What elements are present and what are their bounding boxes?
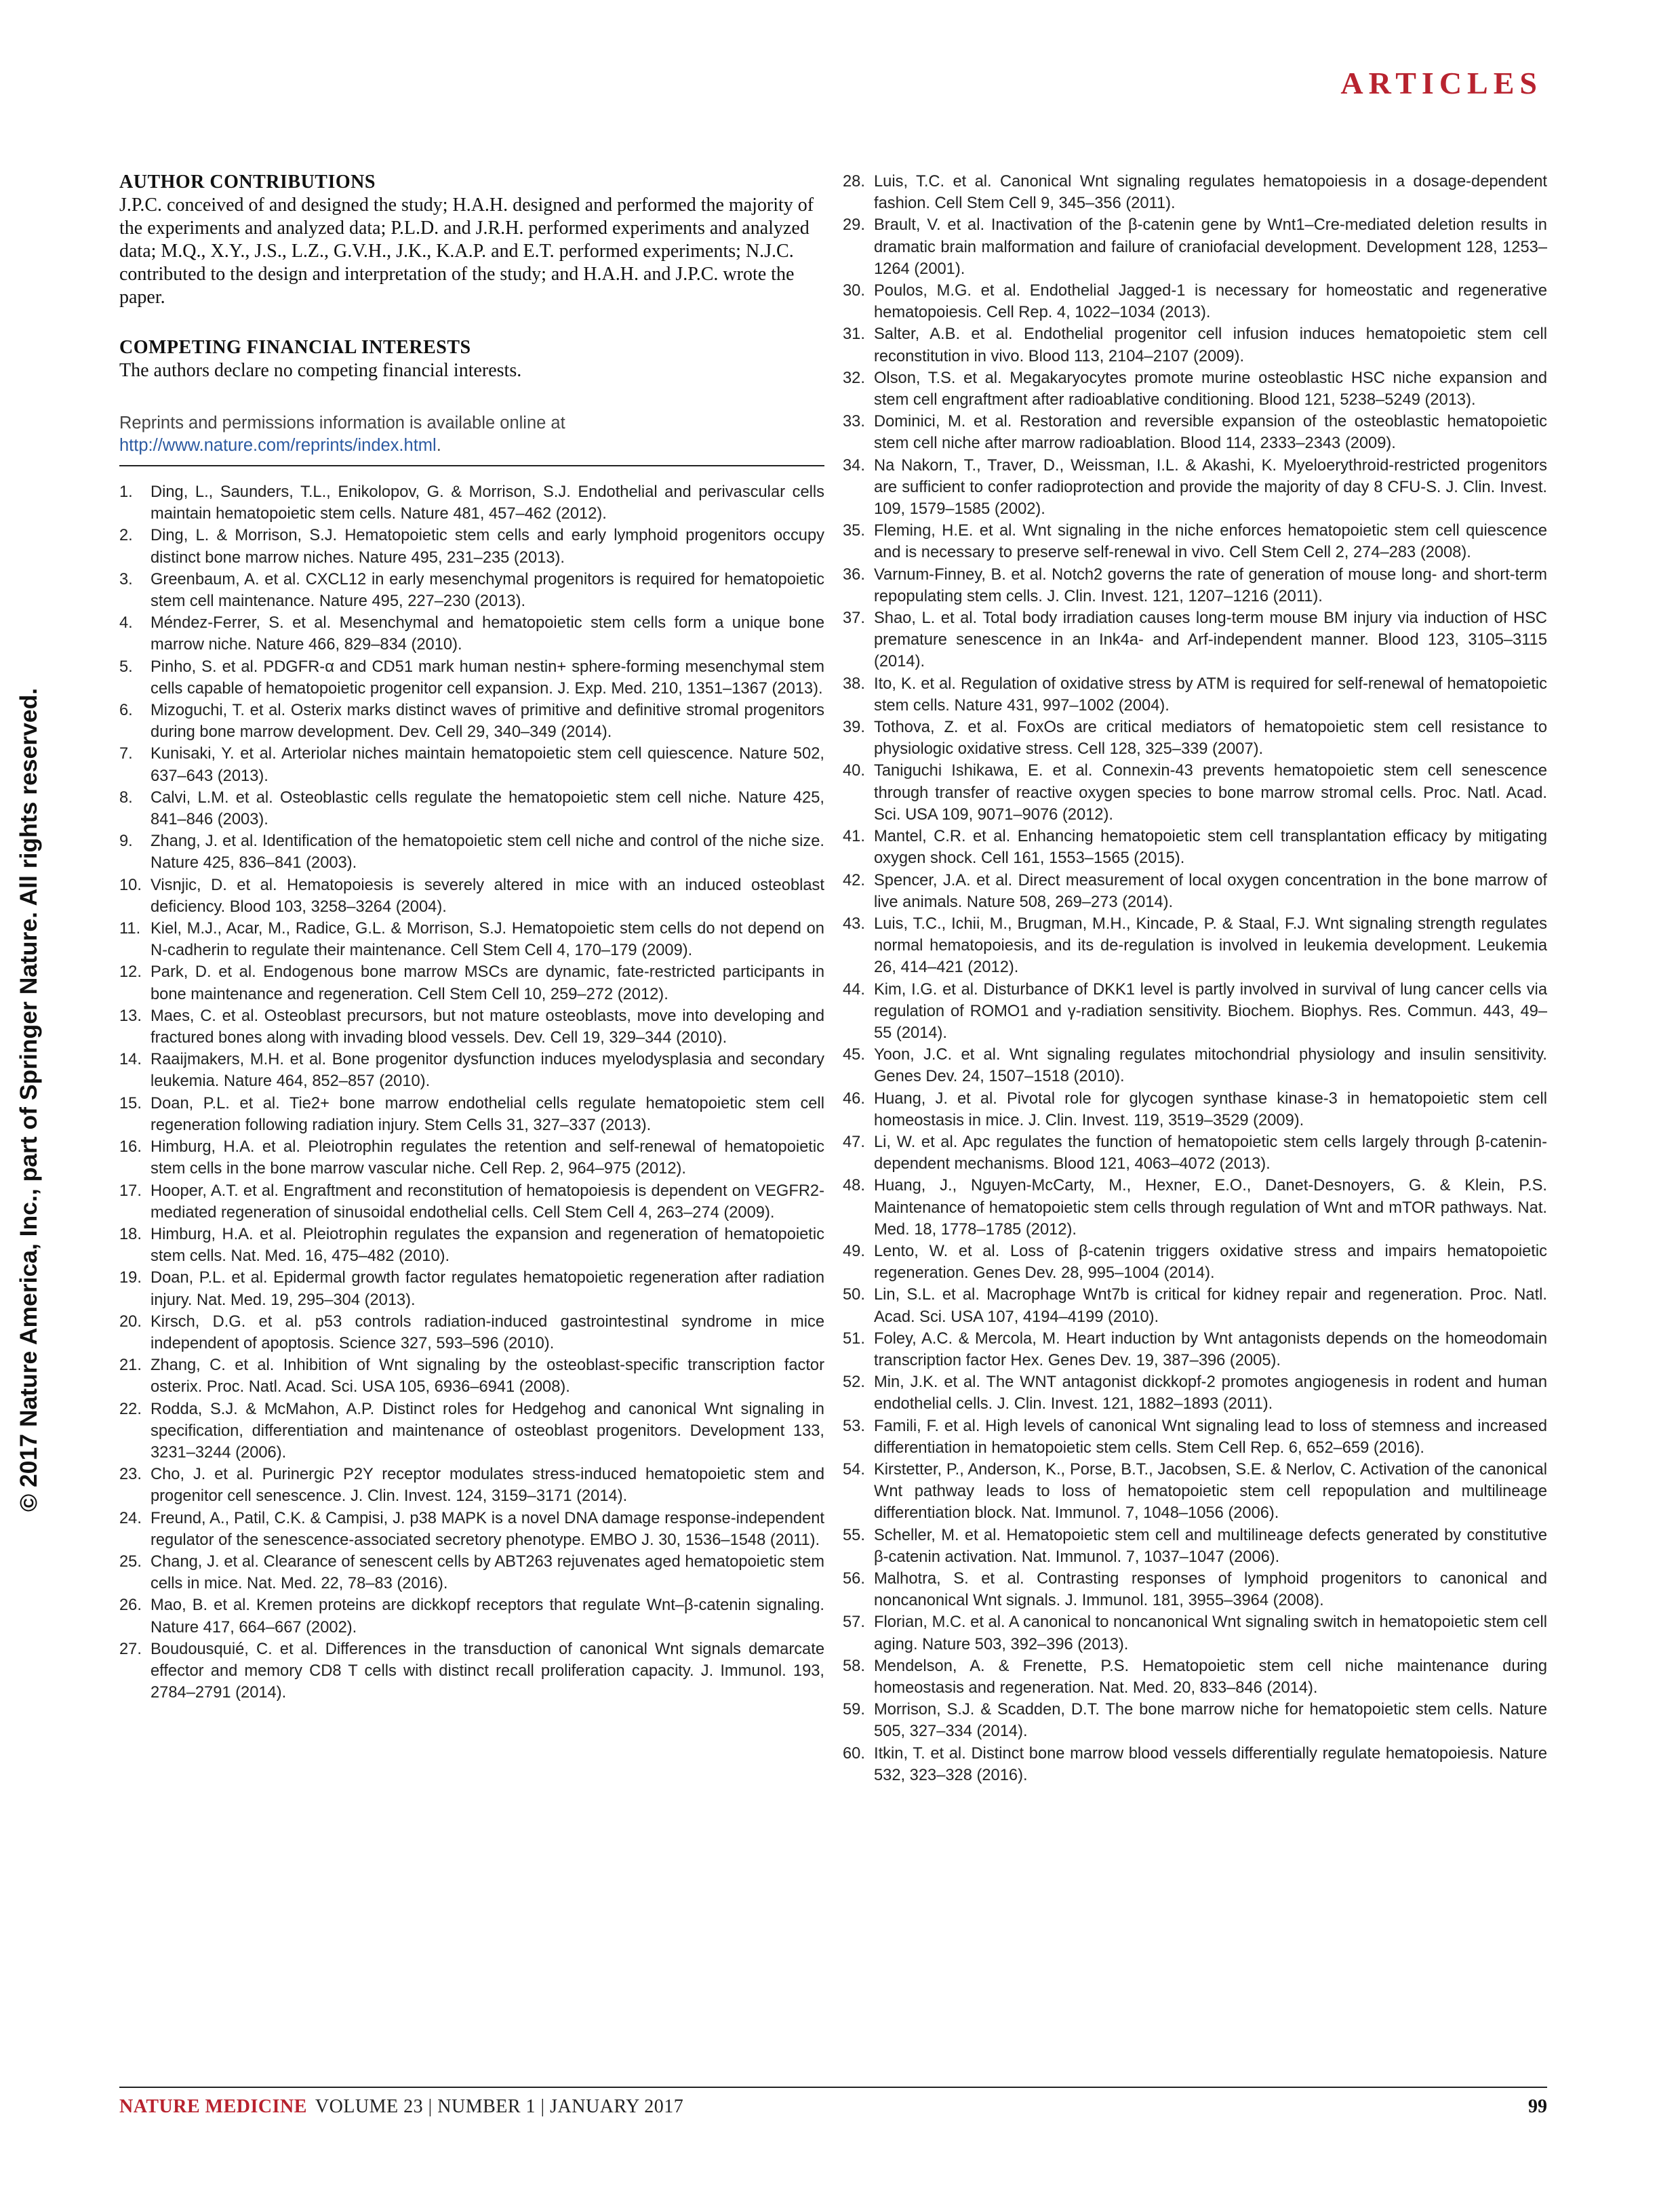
reference-item <box>843 1131 1547 1175</box>
reference-text: Park, D. et al. Endogenous bone marrow MSCs are dynamic, fate-restricted participants in bone maintenance and regeneration. Cell Stem Cell 10, 259–272 (2012). <box>151 963 824 1003</box>
reference-item <box>119 1399 824 1464</box>
reference-item <box>843 1284 1547 1327</box>
author-contributions-heading: AUTHOR CONTRIBUTIONS <box>119 172 376 193</box>
reference-text: Kirsch, D.G. et al. p53 controls radiation-induced gastrointestinal syndrome in mice independent of apoptosis. Science 327, 593–596 (2010). <box>151 1312 824 1352</box>
reference-item <box>843 1241 1547 1284</box>
reference-item <box>843 1088 1547 1131</box>
reference-text: Olson, T.S. et al. Megakaryocytes promote murine osteoblastic HSC niche expansion and stem cell engraftment after radioablative conditioning. Blood 121, 5238–5249 (2013). <box>874 369 1547 409</box>
reference-item <box>843 1743 1547 1786</box>
reference-number: 55. <box>843 1526 865 1544</box>
reference-number: 57. <box>843 1613 865 1632</box>
author-contributions <box>119 171 824 309</box>
reference-text: Min, J.K. et al. The WNT antagonist dickkopf-2 promotes angiogenesis in rodent and human endothelial cells. J. Clin. Invest. 121, 1882–1893 (2011). <box>874 1373 1547 1413</box>
reference-number: 60. <box>843 1744 865 1763</box>
reference-number: 58. <box>843 1657 865 1675</box>
reference-text: Huang, J., Nguyen-McCarty, M., Hexner, E.O., Danet-Desnoyers, G. & Klein, P.S. Maintenance of hematopoietic stem cells through regulation of Wnt and mTOR pathways. Nat. Med. 18, 1778–1785 (2012). <box>874 1177 1547 1239</box>
reference-item <box>843 607 1547 673</box>
reference-text: Zhang, J. et al. Identification of the hematopoietic stem cell niche and control of the niche size. Nature 425, 836–841 (2003). <box>151 832 824 872</box>
reference-item <box>843 1699 1547 1742</box>
reference-number: 13. <box>119 1007 142 1025</box>
reference-text: Hooper, A.T. et al. Engraftment and reconstitution of hematopoiesis is dependent on VEGFR2-mediated regeneration of sinusoidal endothelial cells. Cell Stem Cell 4, 263–274 (2009). <box>151 1182 824 1222</box>
reference-number: 23. <box>119 1466 142 1484</box>
reference-text: Visnjic, D. et al. Hematopoiesis is severely altered in mice with an induced osteoblast deficiency. Blood 103, 3258–3264 (2004). <box>151 876 824 916</box>
reference-item <box>843 1655 1547 1699</box>
reference-text: Mendelson, A. & Frenette, P.S. Hematopoietic stem cell niche maintenance during homeostasis and regeneration. Nat. Med. 20, 833–846 (2014). <box>874 1657 1547 1697</box>
reference-number: 2. <box>119 527 133 545</box>
reference-text: Doan, P.L. et al. Tie2+ bone marrow endothelial cells regulate hematopoietic stem cell regeneration following radiation injury. Stem Cells 31, 327–337 (2013). <box>151 1094 824 1134</box>
reference-number: 40. <box>843 762 865 780</box>
reference-text: Cho, J. et al. Purinergic P2Y receptor modulates stress-induced hematopoietic stem and progenitor cell senescence. J. Clin. Invest. 124, 3159–3171 (2014). <box>151 1466 824 1506</box>
reference-text: Varnum-Finney, B. et al. Notch2 governs the rate of generation of mouse long- and short-term repopulating stem cells. J. Clin. Invest. 121, 1207–1216 (2011). <box>874 565 1547 605</box>
reference-number: 15. <box>119 1094 142 1112</box>
reference-number: 10. <box>119 876 142 894</box>
reference-number: 34. <box>843 456 865 475</box>
reference-item <box>843 411 1547 454</box>
reference-number: 16. <box>119 1138 142 1157</box>
reference-text: Rodda, S.J. & McMahon, A.P. Distinct roles for Hedgehog and canonical Wnt signaling in specification, differentiation and maintenance of osteoblast progenitors. Development 133, 3231–3244 (2006). <box>151 1400 824 1462</box>
reprints-notice <box>119 412 824 466</box>
reference-item <box>119 1464 824 1507</box>
reference-list-right <box>843 171 1547 1786</box>
reference-text: Taniguchi Ishikawa, E. et al. Connexin-43 prevents hematopoietic stem cell senescence through transfer of reactive oxygen species to bone marrow stromal cells. Proc. Natl. Acad. Sci. USA 109, 9071–9076 (2012). <box>874 762 1547 824</box>
reference-text: Dominici, M. et al. Restoration and reversible expansion of the osteoblastic hematopoietic stem cell niche after marrow radioablation. Blood 114, 2333–2343 (2009). <box>874 413 1547 453</box>
reference-number: 24. <box>119 1509 142 1527</box>
reference-number: 22. <box>119 1400 142 1418</box>
reference-item <box>119 787 824 830</box>
reference-number: 39. <box>843 719 865 737</box>
reference-text: Himburg, H.A. et al. Pleiotrophin regulates the retention and self-renewal of hematopoietic stem cells in the bone marrow vascular niche. Cell Rep. 2, 964–975 (2012). <box>151 1138 824 1178</box>
reference-number: 33. <box>843 413 865 431</box>
reference-item <box>843 913 1547 979</box>
page-footer <box>119 2087 1547 2118</box>
competing-interests-text: The authors declare no competing financial interests. <box>119 360 522 381</box>
reference-item <box>843 760 1547 826</box>
reference-item <box>843 1459 1547 1525</box>
reference-item <box>119 874 824 918</box>
reference-item <box>119 1224 824 1267</box>
reference-number: 18. <box>119 1225 142 1243</box>
journal-name: NATURE MEDICINE <box>119 2096 307 2117</box>
reference-text: Tothova, Z. et al. FoxOs are critical mediators of hematopoietic stem cell resistance to physiologic oxidative stress. Cell 128, 325–339 (2007). <box>874 719 1547 759</box>
reference-number: 44. <box>843 980 865 999</box>
reference-text: Calvi, L.M. et al. Osteoblastic cells regulate the hematopoietic stem cell niche. Nature 425, 841–846 (2003). <box>151 788 824 829</box>
reference-number: 21. <box>119 1356 142 1375</box>
reference-item <box>119 1267 824 1310</box>
reference-list-left <box>119 481 824 1704</box>
reference-text: Shao, L. et al. Total body irradiation causes long-term mouse BM injury via induction of HSC premature senescence in an Ink4a- and Arf-independent manner. Blood 123, 3105–3115 (2014). <box>874 609 1547 671</box>
reference-number: 43. <box>843 914 865 933</box>
reference-number: 47. <box>843 1133 865 1151</box>
reference-item <box>119 918 824 961</box>
reference-item <box>119 1638 824 1704</box>
reference-number: 53. <box>843 1417 865 1435</box>
reference-number: 9. <box>119 832 133 851</box>
reference-item <box>843 367 1547 411</box>
reference-number: 3. <box>119 570 133 588</box>
reference-text: Morrison, S.J. & Scadden, D.T. The bone marrow niche for hematopoietic stem cells. Nature 505, 327–334 (2014). <box>874 1701 1547 1741</box>
reference-number: 59. <box>843 1701 865 1719</box>
reference-text: Kim, I.G. et al. Disturbance of DKK1 level is partly involved in survival of lung cancer cells via regulation of ROMO1 and γ-radiation sensitivity. Biochem. Biophys. Res. Commun. 443, 49–55 (2014). <box>874 980 1547 1042</box>
reference-item <box>119 830 824 874</box>
reference-item <box>843 870 1547 913</box>
competing-interests <box>119 336 824 382</box>
reference-item <box>843 564 1547 607</box>
reference-text: Chang, J. et al. Clearance of senescent cells by ABT263 rejuvenates aged hematopoietic stem cells in mice. Nat. Med. 22, 78–83 (2016). <box>151 1552 824 1593</box>
reference-item <box>843 1568 1547 1611</box>
reference-text: Himburg, H.A. et al. Pleiotrophin regulates the expansion and regeneration of hematopoietic stem cells. Nat. Med. 16, 475–482 (2010). <box>151 1225 824 1266</box>
reference-number: 4. <box>119 614 133 632</box>
reference-item <box>119 1508 824 1551</box>
reference-text: Na Nakorn, T., Traver, D., Weissman, I.L. & Akashi, K. Myeloerythroid-restricted progenitors are sufficient to confer radioprotection and provide the majority of day 8 CFU-S. J. Clin. Invest. 109, 1579–1585 (2002). <box>874 456 1547 519</box>
reference-number: 7. <box>119 745 133 763</box>
reference-item <box>119 1551 824 1594</box>
left-column <box>119 171 824 1704</box>
reference-item <box>843 717 1547 760</box>
reference-number: 27. <box>119 1640 142 1658</box>
reference-text: Itkin, T. et al. Distinct bone marrow blood vessels differentially regulate hematopoiesis. Nature 532, 323–328 (2016). <box>874 1744 1547 1784</box>
reference-number: 36. <box>843 565 865 584</box>
reference-text: Doan, P.L. et al. Epidermal growth factor regulates hematopoietic regeneration after radiation injury. Nat. Med. 19, 295–304 (2013). <box>151 1269 824 1309</box>
reference-text: Kirstetter, P., Anderson, K., Porse, B.T., Jacobsen, S.E. & Nerlov, C. Activation of the canonical Wnt pathway leads to loss of hematopoietic stem cell repopulation and multilineage differentiation block. Nat. Immunol. 7, 1048–1056 (2006). <box>874 1460 1547 1523</box>
reference-item <box>843 979 1547 1045</box>
reference-text: Luis, T.C., Ichii, M., Brugman, M.H., Kincade, P. & Staal, F.J. Wnt signaling strength regulates normal hematopoiesis, and its de-regulation is involved in leukemia development. Leukemia 26, 414–421 (2012). <box>874 914 1547 977</box>
reprints-text: Reprints and permissions information is available online at <box>119 414 565 433</box>
reference-text: Salter, A.B. et al. Endothelial progenitor cell infusion induces hematopoietic stem cell reconstitution in vivo. Blood 113, 2104–2107 (2009). <box>874 325 1547 365</box>
reference-item <box>119 656 824 700</box>
reference-text: Méndez-Ferrer, S. et al. Mesenchymal and hematopoietic stem cells form a unique bone marrow niche. Nature 466, 829–834 (2010). <box>151 614 824 654</box>
reference-item <box>119 961 824 1005</box>
reference-item <box>843 1175 1547 1241</box>
reference-number: 1. <box>119 483 133 501</box>
reference-text: Poulos, M.G. et al. Endothelial Jagged-1 is necessary for homeostatic and regenerative hematopoiesis. Cell Rep. 4, 1022–1034 (2013). <box>874 282 1547 322</box>
reference-text: Florian, M.C. et al. A canonical to noncanonical Wnt signaling switch in hematopoietic stem cell aging. Nature 503, 392–396 (2013). <box>874 1613 1547 1653</box>
reference-item <box>843 323 1547 367</box>
reference-text: Spencer, J.A. et al. Direct measurement of local oxygen concentration in the bone marrow of live animals. Nature 508, 269–273 (2014). <box>874 871 1547 911</box>
competing-interests-heading: COMPETING FINANCIAL INTERESTS <box>119 337 471 358</box>
reference-item <box>843 280 1547 323</box>
reference-number: 17. <box>119 1182 142 1200</box>
reference-number: 29. <box>843 216 865 235</box>
reference-number: 42. <box>843 871 865 889</box>
reference-text: Boudousquié, C. et al. Differences in the transduction of canonical Wnt signals demarcate effector and memory CD8 T cells with distinct recall proliferation capacity. J. Immunol. 193, 2784–2791 (2014). <box>151 1640 824 1702</box>
reference-text: Scheller, M. et al. Hematopoietic stem cell and multilineage defects generated by constitutive β-catenin activation. Nat. Immunol. 7, 1037–1047 (2006). <box>874 1526 1547 1566</box>
right-column <box>843 171 1547 1786</box>
reference-text: Lento, W. et al. Loss of β-catenin triggers oxidative stress and impairs hematopoietic regeneration. Genes Dev. 28, 995–1004 (2014). <box>874 1242 1547 1283</box>
reference-item <box>119 481 824 525</box>
reference-text: Zhang, C. et al. Inhibition of Wnt signaling by the osteoblast-specific transcription factor osterix. Proc. Natl. Acad. Sci. USA 105, 6936–6941 (2008). <box>151 1356 824 1396</box>
reference-item <box>119 743 824 786</box>
reference-number: 50. <box>843 1286 865 1304</box>
reference-item <box>843 1328 1547 1371</box>
reference-item <box>843 1371 1547 1415</box>
reference-text: Huang, J. et al. Pivotal role for glycogen synthase kinase-3 in hematopoietic stem cell homeostasis in mice. J. Clin. Invest. 119, 3519–3529 (2009). <box>874 1089 1547 1129</box>
reference-text: Lin, S.L. et al. Macrophage Wnt7b is critical for kidney repair and regeneration. Proc. Natl. Acad. Sci. USA 107, 4194–4199 (2010). <box>874 1286 1547 1326</box>
reference-item <box>843 826 1547 869</box>
copyright-notice: © 2017 Nature America, Inc., part of Springer Nature. All rights reserved. <box>15 687 42 1512</box>
reference-item <box>119 612 824 656</box>
reference-number: 5. <box>119 658 133 676</box>
reference-number: 41. <box>843 828 865 846</box>
page-number: 99 <box>1528 2096 1547 2117</box>
reference-item <box>843 214 1547 280</box>
reference-text: Kunisaki, Y. et al. Arteriolar niches maintain hematopoietic stem cell quiescence. Nature 502, 637–643 (2013). <box>151 745 824 785</box>
reference-number: 52. <box>843 1373 865 1392</box>
reprints-link[interactable]: http://www.nature.com/reprints/index.html <box>119 436 437 455</box>
reference-number: 46. <box>843 1089 865 1108</box>
reference-item <box>843 1611 1547 1655</box>
reference-item <box>843 171 1547 214</box>
reference-number: 54. <box>843 1460 865 1479</box>
reference-number: 38. <box>843 675 865 693</box>
issue-info: VOLUME 23 | NUMBER 1 | JANUARY 2017 <box>315 2096 684 2117</box>
reference-number: 6. <box>119 702 133 720</box>
reference-item <box>843 1415 1547 1459</box>
author-contributions-text: J.P.C. conceived of and designed the study; H.A.H. designed and performed the majority of the experiments and analyzed data; P.L.D. and J.R.H. performed experiments and analyzed data; M.Q., X.Y., J.S., L.Z., G.V.H., J.K., K.A.P. and E.T. performed experiments; N.J.C. contributed to the design and interpretation of the study; and H.A.H. and J.P.C. wrote the paper. <box>119 195 814 308</box>
reference-text: Ding, L. & Morrison, S.J. Hematopoietic stem cells and early lymphoid progenitors occupy distinct bone marrow niches. Nature 495, 231–235 (2013). <box>151 527 824 567</box>
reference-number: 37. <box>843 609 865 628</box>
reference-text: Pinho, S. et al. PDGFR-α and CD51 mark human nestin+ sphere-forming mesenchymal stem cells capable of hematopoietic progenitor cell expansion. J. Exp. Med. 210, 1351–1367 (2013). <box>151 658 824 698</box>
reference-text: Mizoguchi, T. et al. Osterix marks distinct waves of primitive and definitive stromal progenitors during bone marrow development. Dev. Cell 29, 340–349 (2014). <box>151 702 824 742</box>
reference-item <box>843 520 1547 563</box>
reference-text: Kiel, M.J., Acar, M., Radice, G.L. & Morrison, S.J. Hematopoietic stem cells do not depend on N-cadherin to regulate their maintenance. Cell Stem Cell 4, 170–179 (2009). <box>151 920 824 960</box>
reference-item <box>119 569 824 612</box>
reference-text: Mantel, C.R. et al. Enhancing hematopoietic stem cell transplantation efficacy by mitigating oxygen shock. Cell 161, 1553–1565 (2015). <box>874 828 1547 868</box>
reference-number: 12. <box>119 963 142 982</box>
section-label: ARTICLES <box>1340 66 1542 100</box>
reference-number: 8. <box>119 788 133 807</box>
reference-number: 26. <box>119 1596 142 1615</box>
reference-text: Malhotra, S. et al. Contrasting responses of lymphoid progenitors to canonical and noncanonical Wnt signals. J. Immunol. 181, 3955–3964 (2008). <box>874 1570 1547 1610</box>
reference-number: 14. <box>119 1051 142 1069</box>
reference-number: 19. <box>119 1269 142 1287</box>
reference-text: Maes, C. et al. Osteoblast precursors, but not mature osteoblasts, move into developing and fractured bones along with invading blood vessels. Dev. Cell 19, 329–344 (2010). <box>151 1007 824 1047</box>
reference-text: Foley, A.C. & Mercola, M. Heart induction by Wnt antagonists depends on the homeodomain transcription factor Hex. Genes Dev. 19, 387–396 (2005). <box>874 1329 1547 1369</box>
reference-number: 49. <box>843 1242 865 1260</box>
reference-text: Greenbaum, A. et al. CXCL12 in early mesenchymal progenitors is required for hematopoietic stem cell maintenance. Nature 495, 227–230 (2013). <box>151 570 824 611</box>
reference-item <box>843 1044 1547 1087</box>
reference-number: 45. <box>843 1046 865 1064</box>
reference-text: Fleming, H.E. et al. Wnt signaling in the niche enforces hematopoietic stem cell quiescence and is necessary to preserve self-renewal in vivo. Cell Stem Cell 2, 274–283 (2008). <box>874 522 1547 562</box>
reference-item <box>119 1005 824 1049</box>
reference-number: 48. <box>843 1177 865 1195</box>
reference-item <box>119 1311 824 1354</box>
reference-text: Luis, T.C. et al. Canonical Wnt signaling regulates hematopoiesis in a dosage-dependent fashion. Cell Stem Cell 9, 345–356 (2011). <box>874 173 1547 213</box>
reference-text: Freund, A., Patil, C.K. & Campisi, J. p38 MAPK is a novel DNA damage response-independent regulator of the senescence-associated secretory phenotype. EMBO J. 30, 1536–1548 (2011). <box>151 1509 824 1549</box>
reference-number: 28. <box>843 173 865 190</box>
reprints-end: . <box>436 436 441 455</box>
reference-text: Yoon, J.C. et al. Wnt signaling regulates mitochondrial physiology and insulin sensitivity. Genes Dev. 24, 1507–1518 (2010). <box>874 1046 1547 1086</box>
reference-number: 25. <box>119 1552 142 1571</box>
reference-number: 51. <box>843 1329 865 1348</box>
reference-text: Raaijmakers, M.H. et al. Bone progenitor dysfunction induces myelodysplasia and secondary leukemia. Nature 464, 852–857 (2010). <box>151 1051 824 1091</box>
reference-text: Ito, K. et al. Regulation of oxidative stress by ATM is required for self-renewal of hematopoietic stem cells. Nature 431, 997–1002 (2004). <box>874 675 1547 715</box>
reference-item <box>119 700 824 743</box>
reference-text: Famili, F. et al. High levels of canonical Wnt signaling lead to loss of stemness and increased differentiation in hematopoietic stem cells. Stem Cell Rep. 6, 652–659 (2016). <box>874 1417 1547 1457</box>
reference-item <box>119 1354 824 1398</box>
reference-text: Li, W. et al. Apc regulates the function of hematopoietic stem cells largely through β-catenin-dependent mechanisms. Blood 121, 4063–4072 (2013). <box>874 1133 1547 1173</box>
reference-item <box>843 455 1547 521</box>
reference-item <box>119 525 824 568</box>
reference-number: 32. <box>843 369 865 387</box>
reference-text: Brault, V. et al. Inactivation of the β-catenin gene by Wnt1–Cre-mediated deletion results in dramatic brain malformation and failure of craniofacial development. Development 128, 1253–1264 (2001). <box>874 216 1547 278</box>
reference-item <box>843 673 1547 717</box>
reference-number: 20. <box>119 1312 142 1331</box>
reference-number: 11. <box>119 920 141 938</box>
reference-text: Mao, B. et al. Kremen proteins are dickkopf receptors that regulate Wnt–β-catenin signaling. Nature 417, 664–667 (2002). <box>151 1596 824 1636</box>
reference-number: 56. <box>843 1570 865 1588</box>
reference-item <box>119 1594 824 1638</box>
reference-item <box>119 1049 824 1092</box>
reference-number: 30. <box>843 282 865 300</box>
reference-item <box>119 1093 824 1136</box>
reference-item <box>843 1525 1547 1568</box>
reference-text: Ding, L., Saunders, T.L., Enikolopov, G. & Morrison, S.J. Endothelial and perivascular cells maintain hematopoietic stem cells. Nature 481, 457–462 (2012). <box>151 483 824 523</box>
reference-number: 35. <box>843 522 865 540</box>
reference-item <box>119 1180 824 1224</box>
reference-item <box>119 1136 824 1180</box>
reference-number: 31. <box>843 325 865 344</box>
